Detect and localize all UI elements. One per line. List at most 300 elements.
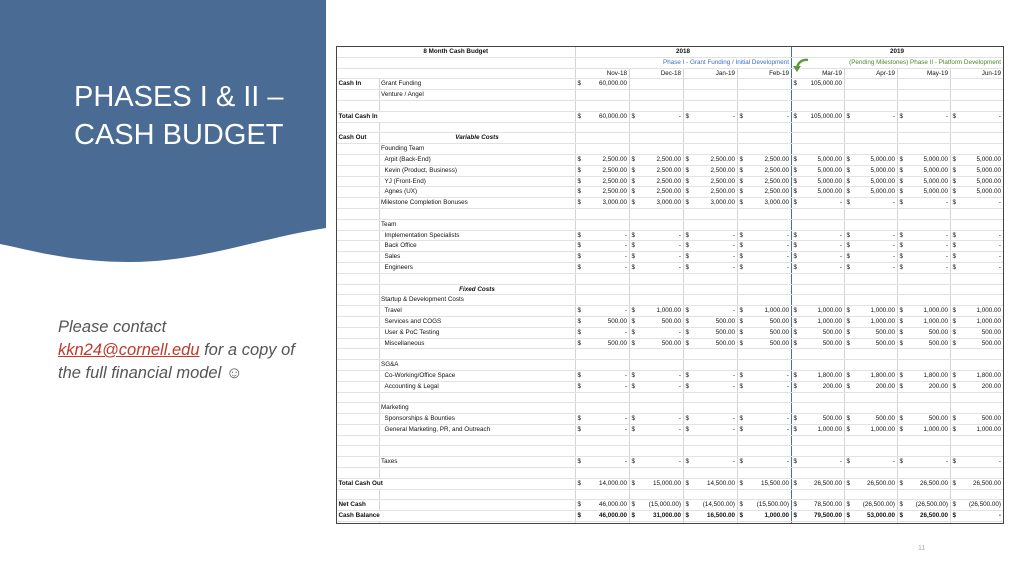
money-cell — [737, 457, 791, 468]
currency-symbol: $ — [793, 199, 798, 207]
empty-cell — [629, 349, 683, 360]
currency-symbol: $ — [631, 166, 636, 174]
row-section-label — [337, 144, 379, 155]
currency-symbol: $ — [739, 199, 744, 207]
empty-cell — [575, 446, 629, 457]
currency-symbol: $ — [899, 177, 904, 185]
table-row — [337, 511, 1003, 522]
money-cell — [737, 424, 791, 435]
currency-symbol: $ — [739, 501, 744, 509]
currency-symbol: $ — [899, 199, 904, 207]
currency-symbol: $ — [739, 177, 744, 185]
empty-cell — [737, 489, 791, 500]
money-cell — [629, 500, 683, 511]
currency-symbol: $ — [685, 339, 690, 347]
currency-symbol: $ — [846, 307, 851, 315]
empty-cell — [575, 489, 629, 500]
currency-symbol: $ — [899, 339, 904, 347]
empty-cell — [737, 392, 791, 403]
currency-symbol: $ — [793, 339, 798, 347]
currency-symbol: $ — [577, 253, 582, 261]
cell-value: 1,000.00 — [656, 307, 681, 315]
row-section-label — [337, 338, 379, 349]
empty-cell — [683, 90, 737, 101]
currency-symbol: $ — [793, 155, 798, 163]
currency-symbol: $ — [952, 242, 957, 250]
currency-symbol: $ — [846, 415, 851, 423]
money-cell — [683, 414, 737, 425]
table-row — [337, 111, 1003, 122]
money-cell — [683, 316, 737, 327]
cell-value: - — [786, 458, 790, 466]
cell-value: 200.00 — [822, 382, 843, 390]
money-cell — [683, 306, 737, 317]
currency-symbol: $ — [952, 188, 957, 196]
money-cell — [844, 424, 897, 435]
money-cell — [950, 511, 1003, 522]
currency-symbol: $ — [685, 479, 690, 487]
currency-symbol: $ — [685, 501, 690, 509]
money-cell — [897, 478, 950, 489]
currency-symbol: $ — [793, 253, 798, 261]
money-cell — [737, 327, 791, 338]
money-cell — [950, 478, 1003, 489]
money-cell — [683, 252, 737, 263]
money-cell — [791, 111, 844, 122]
empty-cell — [791, 349, 844, 360]
empty-cell — [629, 446, 683, 457]
table-row — [337, 468, 1003, 479]
currency-symbol: $ — [846, 166, 851, 174]
money-cell — [791, 327, 844, 338]
currency-symbol: $ — [793, 479, 798, 487]
money-cell — [791, 198, 844, 209]
currency-symbol: $ — [899, 112, 904, 120]
row-section-label — [337, 176, 379, 187]
money-cell — [897, 241, 950, 252]
currency-symbol: $ — [846, 317, 851, 325]
table-row — [337, 370, 1003, 381]
cell-value: - — [786, 263, 790, 271]
money-cell — [950, 111, 1003, 122]
row-section-label — [337, 208, 379, 219]
money-cell — [683, 511, 737, 522]
currency-symbol: $ — [685, 328, 690, 336]
row-item-label — [379, 392, 575, 403]
row-item-label: Engineers — [379, 262, 575, 273]
table-row — [337, 252, 1003, 263]
cell-value: 1,800.00 — [923, 371, 949, 379]
row-item-label: Services and COGS — [379, 316, 575, 327]
cell-value: 14,500.00 — [706, 479, 735, 487]
empty-cell — [950, 489, 1003, 500]
cell-value: 500.00 — [822, 328, 843, 336]
empty-cell — [737, 90, 791, 101]
empty-cell — [791, 295, 844, 306]
row-item-label: Startup & Development Costs — [379, 295, 575, 306]
contact-email-link[interactable]: kkn24@cornell.edu — [58, 341, 200, 359]
currency-symbol: $ — [631, 263, 636, 271]
empty-cell — [844, 446, 897, 457]
cell-value: - — [998, 112, 1002, 120]
money-cell — [950, 370, 1003, 381]
table-row — [337, 219, 1003, 230]
table-row — [337, 457, 1003, 468]
row-section-label — [337, 219, 379, 230]
empty-cell — [950, 90, 1003, 101]
cell-value: 26,500.00 — [920, 512, 949, 520]
currency-symbol: $ — [899, 479, 904, 487]
cell-value: 5,000.00 — [870, 166, 896, 174]
cell-value: - — [678, 382, 681, 390]
cell-value: 2,500.00 — [656, 166, 681, 174]
empty-cell — [950, 295, 1003, 306]
row-item-label: Implementation Specialists — [379, 230, 575, 241]
currency-symbol: $ — [899, 166, 904, 174]
cell-value: - — [786, 415, 790, 423]
cell-value: - — [732, 425, 735, 433]
row-item-label — [379, 435, 575, 446]
cell-value: 200.00 — [981, 382, 1002, 390]
currency-symbol: $ — [952, 415, 957, 423]
empty-cell — [844, 392, 897, 403]
cell-value: 500.00 — [661, 317, 681, 325]
empty-cell — [844, 489, 897, 500]
cell-value: 1,000.00 — [817, 307, 843, 315]
currency-symbol: $ — [631, 112, 636, 120]
money-cell — [897, 165, 950, 176]
page-number: 11 — [918, 545, 926, 552]
empty-cell — [629, 284, 683, 295]
table-row — [337, 165, 1003, 176]
money-cell — [575, 414, 629, 425]
currency-symbol: $ — [952, 263, 957, 271]
empty-cell — [791, 122, 844, 133]
cell-value: 500.00 — [875, 339, 896, 347]
money-cell — [844, 338, 897, 349]
money-cell — [844, 457, 897, 468]
money-cell — [683, 457, 737, 468]
cell-value: - — [998, 458, 1002, 466]
cell-value: - — [998, 263, 1002, 271]
cell-value: 500.00 — [715, 339, 735, 347]
money-cell — [791, 306, 844, 317]
cell-value: 60,000.00 — [598, 80, 627, 88]
money-cell — [844, 111, 897, 122]
empty-cell — [897, 403, 950, 414]
sheet-header-row-months — [337, 68, 1003, 79]
empty-cell — [897, 392, 950, 403]
cell-value: 1,800.00 — [817, 371, 843, 379]
currency-symbol: $ — [793, 458, 798, 466]
money-cell — [897, 198, 950, 209]
currency-symbol: $ — [899, 253, 904, 261]
cell-value: - — [624, 458, 627, 466]
cell-value: 1,800.00 — [976, 371, 1002, 379]
row-section-label — [337, 90, 379, 101]
currency-symbol: $ — [577, 307, 582, 315]
table-row — [337, 154, 1003, 165]
currency-symbol: $ — [631, 425, 636, 433]
money-cell — [575, 198, 629, 209]
empty-cell — [897, 90, 950, 101]
money-cell — [683, 154, 737, 165]
row-section-label — [337, 360, 379, 371]
money-cell — [950, 230, 1003, 241]
cell-value: 2,500.00 — [656, 155, 681, 163]
cell-value: 5,000.00 — [817, 155, 843, 163]
cell-value: 26,500.00 — [867, 479, 896, 487]
money-cell — [950, 338, 1003, 349]
money-cell — [629, 165, 683, 176]
currency-symbol: $ — [577, 80, 582, 88]
currency-symbol: $ — [631, 371, 636, 379]
currency-symbol: $ — [846, 188, 851, 196]
row-item-label: Sales — [379, 252, 575, 263]
money-cell — [950, 176, 1003, 187]
row-item-label: Travel — [379, 306, 575, 317]
currency-symbol: $ — [899, 263, 904, 271]
cell-value: - — [998, 231, 1002, 239]
currency-symbol: $ — [793, 263, 798, 271]
cell-value: 500.00 — [769, 317, 790, 325]
empty-cell — [683, 295, 737, 306]
cell-value: 500.00 — [928, 328, 949, 336]
currency-symbol: $ — [739, 382, 744, 390]
empty-cell — [683, 144, 737, 155]
currency-symbol: $ — [846, 112, 851, 120]
cell-value: 500.00 — [981, 339, 1002, 347]
row-item-label: SG&A — [379, 360, 575, 371]
empty-cell — [683, 208, 737, 219]
currency-symbol: $ — [899, 501, 904, 509]
cell-value: - — [732, 458, 735, 466]
cell-value: 2,500.00 — [764, 155, 790, 163]
currency-symbol: $ — [793, 242, 798, 250]
money-cell — [737, 252, 791, 263]
empty-cell — [950, 273, 1003, 284]
money-cell — [897, 414, 950, 425]
currency-symbol: $ — [577, 501, 582, 509]
cell-value: - — [678, 253, 681, 261]
currency-symbol: $ — [739, 339, 744, 347]
row-item-label: Sponsorships & Bounties — [379, 414, 575, 425]
cell-value: 5,000.00 — [976, 155, 1002, 163]
money-cell — [629, 511, 683, 522]
row-section-label — [337, 457, 379, 468]
cash-budget-spreadsheet — [336, 46, 1004, 524]
month-header: Feb-19 — [737, 68, 791, 79]
empty-cell — [791, 219, 844, 230]
cell-value: 1,000.00 — [976, 307, 1002, 315]
money-cell — [737, 154, 791, 165]
empty-cell — [791, 446, 844, 457]
empty-cell — [575, 90, 629, 101]
row-section-label — [337, 295, 379, 306]
empty-cell — [950, 446, 1003, 457]
row-section-label — [337, 230, 379, 241]
currency-symbol: $ — [577, 415, 582, 423]
currency-symbol: $ — [739, 253, 744, 261]
empty-cell — [950, 79, 1003, 90]
empty-cell — [575, 468, 629, 479]
cell-value: 3,000.00 — [764, 199, 790, 207]
row-section-label — [337, 262, 379, 273]
money-cell — [791, 176, 844, 187]
cell-value: 5,000.00 — [817, 188, 843, 196]
empty-cell — [791, 392, 844, 403]
table-row — [337, 144, 1003, 155]
money-cell — [575, 316, 629, 327]
money-cell — [683, 500, 737, 511]
money-cell — [683, 327, 737, 338]
currency-symbol: $ — [577, 263, 582, 271]
empty-cell — [683, 403, 737, 414]
money-cell — [950, 187, 1003, 198]
cell-value: 2,500.00 — [764, 177, 790, 185]
cell-value: 500.00 — [928, 415, 949, 423]
money-cell — [791, 79, 844, 90]
empty-cell — [844, 349, 897, 360]
money-cell — [629, 187, 683, 198]
year-2019: 2019 — [791, 47, 1003, 57]
sheet-header-row-phases — [337, 57, 1003, 68]
currency-symbol: $ — [952, 328, 957, 336]
row-item-label: Arpit (Back-End) — [379, 154, 575, 165]
empty-row — [337, 522, 1003, 524]
table-row — [337, 327, 1003, 338]
empty-cell — [737, 403, 791, 414]
row-section-label — [337, 241, 379, 252]
currency-symbol: $ — [899, 371, 904, 379]
cell-value: 2,500.00 — [656, 188, 681, 196]
row-section-label — [337, 370, 379, 381]
empty-cell — [629, 392, 683, 403]
cell-value: 500.00 — [875, 415, 896, 423]
table-row — [337, 414, 1003, 425]
cell-value: - — [892, 263, 896, 271]
month-header: Jun-19 — [950, 68, 1003, 79]
row-item-label: Miscellaneous — [379, 338, 575, 349]
empty-cell — [575, 133, 629, 144]
empty-cell — [844, 403, 897, 414]
cell-value: 1,000.00 — [976, 317, 1002, 325]
money-cell — [844, 327, 897, 338]
money-cell — [897, 252, 950, 263]
row-section-label — [337, 392, 379, 403]
currency-symbol: $ — [793, 231, 798, 239]
curved-arrow-icon — [793, 57, 811, 73]
empty-cell — [737, 435, 791, 446]
row-section-label: Total Cash In — [337, 111, 575, 122]
slide-title: PHASES I & II – CASH BUDGET — [74, 81, 284, 151]
empty-cell — [629, 133, 683, 144]
cell-value: 2,500.00 — [602, 188, 627, 196]
cell-value: 2,500.00 — [710, 177, 735, 185]
empty-cell — [897, 435, 950, 446]
cell-value: - — [624, 242, 627, 250]
money-cell — [683, 165, 737, 176]
currency-symbol: $ — [739, 242, 744, 250]
money-cell — [844, 500, 897, 511]
cell-value: 26,500.00 — [973, 479, 1002, 487]
empty-cell — [897, 100, 950, 111]
currency-symbol: $ — [899, 307, 904, 315]
currency-symbol: $ — [793, 112, 798, 120]
cell-value: - — [732, 112, 735, 120]
currency-symbol: $ — [631, 188, 636, 196]
row-section-label — [337, 489, 379, 500]
money-cell — [629, 478, 683, 489]
row-section-label — [337, 273, 379, 284]
money-cell — [629, 198, 683, 209]
currency-symbol: $ — [685, 263, 690, 271]
row-section-label — [337, 446, 379, 457]
cell-value: 500.00 — [769, 339, 790, 347]
currency-symbol: $ — [577, 371, 582, 379]
currency-symbol: $ — [899, 231, 904, 239]
cell-value: - — [839, 199, 843, 207]
cell-value: 500.00 — [875, 328, 896, 336]
money-cell — [683, 478, 737, 489]
row-item-label: Taxes — [379, 457, 575, 468]
empty-cell — [897, 273, 950, 284]
empty-cell — [791, 208, 844, 219]
empty-cell — [683, 435, 737, 446]
money-cell — [897, 511, 950, 522]
money-cell — [575, 338, 629, 349]
table-row — [337, 446, 1003, 457]
cell-value: 5,000.00 — [923, 188, 949, 196]
row-section-label — [337, 435, 379, 446]
empty-cell — [844, 122, 897, 133]
money-cell — [791, 338, 844, 349]
currency-symbol: $ — [631, 242, 636, 250]
cell-value: - — [732, 253, 735, 261]
table-row — [337, 100, 1003, 111]
currency-symbol: $ — [952, 199, 957, 207]
empty-cell — [950, 284, 1003, 295]
currency-symbol: $ — [631, 328, 636, 336]
money-cell — [844, 198, 897, 209]
money-cell — [950, 165, 1003, 176]
empty-cell — [683, 219, 737, 230]
month-header: Jan-19 — [683, 68, 737, 79]
money-cell — [683, 370, 737, 381]
empty-cell — [950, 403, 1003, 414]
cell-value: - — [786, 253, 790, 261]
empty-cell — [629, 489, 683, 500]
cell-value: 1,000.00 — [923, 317, 949, 325]
row-section-label — [337, 198, 379, 209]
money-cell — [683, 198, 737, 209]
cell-value: (26,500.00) — [915, 501, 949, 509]
money-cell — [737, 511, 791, 522]
cell-value: 1,000.00 — [976, 425, 1002, 433]
row-section-label — [337, 316, 379, 327]
money-cell — [629, 414, 683, 425]
money-cell — [950, 500, 1003, 511]
money-cell — [737, 381, 791, 392]
cell-value: 16,500.00 — [706, 512, 735, 520]
empty-cell — [897, 468, 950, 479]
cell-value: - — [678, 425, 681, 433]
currency-symbol: $ — [952, 112, 957, 120]
money-cell — [737, 176, 791, 187]
empty-cell — [629, 295, 683, 306]
month-header: Nov-18 — [575, 68, 629, 79]
currency-symbol: $ — [899, 317, 904, 325]
